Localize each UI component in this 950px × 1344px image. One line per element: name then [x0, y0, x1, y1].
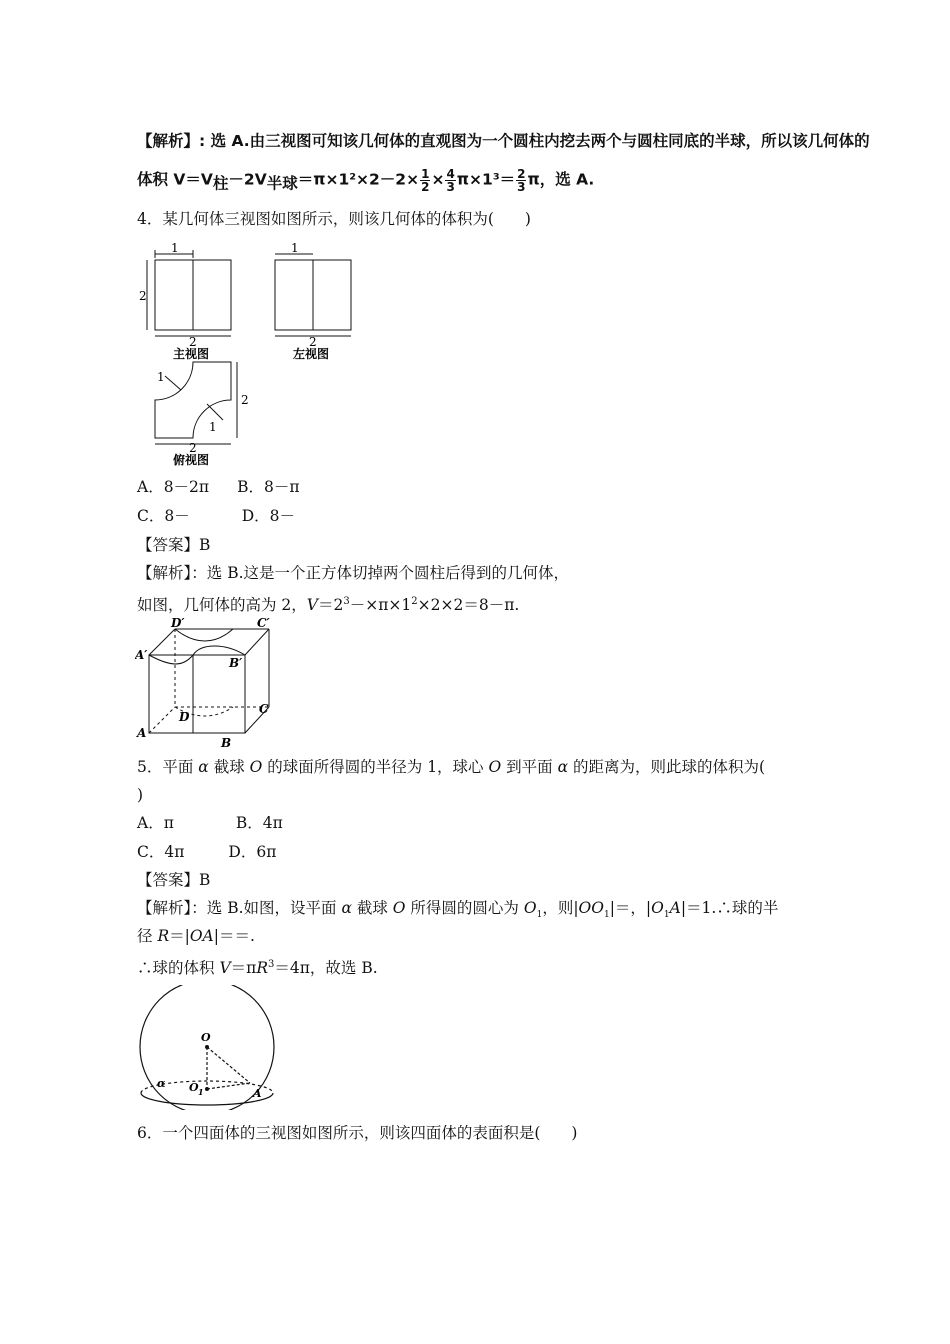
dim-label: 2: [189, 335, 197, 349]
q5-options-cd: C．4π D．6π: [137, 843, 277, 861]
q5-question: 5．平面 α 截球 O 的球面所得圆的半径为 1，球心 O 到平面 α 的距离为，则此球的体积为(: [137, 758, 766, 776]
q5-analysis-line2: 径 R＝|OA|＝＝.: [137, 927, 255, 945]
svg-text:1: 1: [198, 1087, 204, 1097]
left-view-label: 左视图: [293, 347, 330, 361]
vertex-label: B′: [229, 656, 243, 670]
vertex-label: B: [221, 736, 232, 750]
sphere-figure: [135, 985, 285, 1110]
dim-label: 2: [309, 335, 317, 349]
center-label: O: [201, 1031, 211, 1044]
circle-center-label: O: [189, 1081, 199, 1094]
q3-analysis-line2: 体积 $V=V_柱-2V_{半球}=\pi\times 1^2\times 2-2\times$ $\frac{1}{2}$ × $\frac{4}{3}$ π×1³＝ $\frac{2}{3}$ π，选 A.: [137, 167, 595, 194]
fraction: $\frac{1}{2}$: [421, 167, 430, 194]
dim-label: 2: [139, 289, 147, 303]
plane-label: α: [157, 1077, 166, 1090]
top-view-shape: [155, 362, 231, 438]
front-view-label: 主视图: [173, 347, 210, 361]
dim-label: 1: [171, 241, 179, 255]
cube-figure: [135, 615, 285, 750]
dim-label: 1: [209, 420, 217, 434]
vertex-label: C: [259, 702, 269, 716]
dim-label: 2: [241, 393, 249, 407]
q6-question: 6．一个四面体的三视图如图所示，则该四面体的表面积是( ): [137, 1124, 578, 1142]
q5-question-close: ): [137, 786, 144, 804]
q4-answer: 【答案】B: [137, 536, 211, 554]
q4-question: 4．某几何体三视图如图所示，则该几何体的体积为( ): [137, 210, 531, 228]
vertex-label: A′: [135, 648, 148, 662]
dim-label: 2: [189, 441, 197, 455]
q4-options-ab: A．8－2π B．8－π: [137, 478, 300, 496]
fraction: $\frac{4}{3}$: [446, 167, 455, 194]
q4-analysis-line2: 如图，几何体的高为 2，$V=2^3-\times\pi\times 1^2\times 2\times 2=8-\pi$.: [137, 596, 520, 615]
three-view-figure: [135, 238, 385, 468]
vertex-label: D′: [171, 616, 185, 630]
q5-analysis-line3: ∴球的体积 $V=\pi R^3=4\pi$，故选 B.: [137, 959, 378, 978]
dim-label: 1: [291, 241, 299, 255]
q5-analysis-line1: 【解析】：选 B.如图，设平面 α 截球 O 所得圆的圆心为 $O_1$，则$|OO_1|=$，$|O_1A|=1.\therefore$球的半: [137, 899, 779, 921]
q4-options-cd: C．8－ D．8－: [137, 507, 296, 525]
q4-analysis-line1: 【解析】：选 B.这是一个正方体切掉两个圆柱后得到的几何体，: [137, 564, 570, 582]
vertex-label: C′: [257, 616, 270, 630]
point-label: A: [253, 1087, 262, 1100]
q5-options-ab: A．π B．4π: [137, 814, 283, 832]
q5-answer: 【答案】B: [137, 871, 211, 889]
fraction: $\frac{2}{3}$: [517, 167, 526, 194]
q3-analysis-line1: 【解析】: 选 A.由三视图可知该几何体的直观图为一个圆柱内挖去两个与圆柱同底的半球，所以该几何体的: [137, 132, 870, 150]
dim-label: 1: [157, 370, 165, 384]
top-view-label: 俯视图: [173, 453, 210, 467]
vertex-label: D: [179, 710, 190, 724]
analysis-tag: 【解析】: [137, 132, 200, 150]
vertex-label: A: [137, 726, 147, 740]
